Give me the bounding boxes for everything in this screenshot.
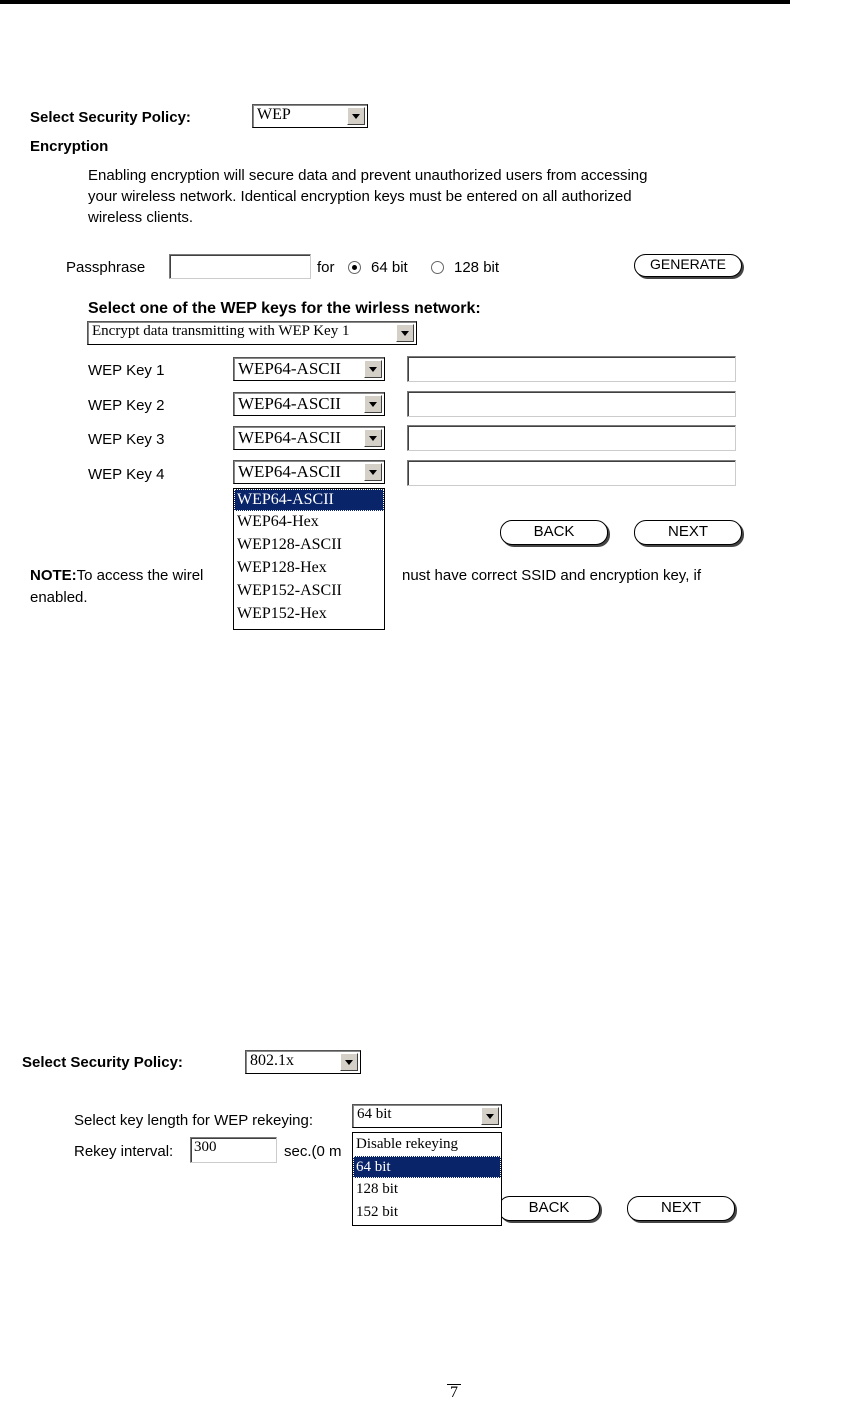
passphrase-input[interactable] xyxy=(169,254,311,279)
page-number: 7 xyxy=(447,1384,461,1401)
dropdown-option[interactable]: WEP64-ASCII xyxy=(234,489,384,511)
security-policy-select[interactable] xyxy=(252,104,368,128)
default-key-value: Encrypt data transmitting with WEP Key 1 xyxy=(92,323,350,339)
key-length-select[interactable] xyxy=(352,1104,502,1128)
rekey-interval-suffix: sec.(0 m xyxy=(284,1143,342,1160)
rekey-interval-label: Rekey interval: xyxy=(74,1143,174,1160)
key-length-value: 64 bit xyxy=(357,1106,392,1122)
back-button-2[interactable]: BACK xyxy=(498,1196,600,1221)
dropdown-option[interactable]: 152 bit xyxy=(356,1204,399,1220)
wep-key-3-type-select[interactable]: WEP64-ASCII xyxy=(233,426,385,450)
generate-button[interactable]: GENERATE xyxy=(634,254,742,277)
passphrase-label: Passphrase xyxy=(66,259,146,276)
security-policy-label: Select Security Policy: xyxy=(30,109,191,126)
note-text-line1: NOTE:To access the wirel xyxy=(30,567,204,584)
next-button-2[interactable]: NEXT xyxy=(627,1196,735,1221)
radio-64-bit-label: 64 bit xyxy=(371,259,408,276)
dropdown-option[interactable]: 128 bit xyxy=(356,1181,399,1197)
select-key-heading: Select one of the WEP keys for the wirless network: xyxy=(88,300,481,317)
wep-key-1-input[interactable] xyxy=(407,356,736,382)
chevron-down-icon[interactable] xyxy=(340,1053,358,1071)
radio-64-bit[interactable] xyxy=(348,261,361,274)
wep-key-2-type-select[interactable]: WEP64-ASCII xyxy=(233,392,385,416)
wep-key-1-type-select[interactable]: WEP64-ASCII xyxy=(233,357,385,381)
note-label: NOTE: xyxy=(30,567,77,584)
wep-key-3-label: WEP Key 3 xyxy=(88,431,165,448)
chevron-down-icon[interactable] xyxy=(347,107,365,125)
wep-key-2-input[interactable] xyxy=(407,391,736,417)
key-length-label: Select key length for WEP rekeying: xyxy=(74,1112,314,1129)
encryption-description: Enabling encryption will secure data and prevent unauthorized users from accessing your wireless network. Identical encryption keys must be entered on all authorized wireless clients. xyxy=(88,167,648,226)
dropdown-option[interactable]: WEP152-ASCII xyxy=(237,582,342,599)
chevron-down-icon[interactable] xyxy=(364,395,382,413)
wep-key-4-type-select[interactable]: WEP64-ASCII xyxy=(233,460,385,484)
security-policy-label-2: Select Security Policy: xyxy=(22,1054,183,1071)
wep-key-2-label: WEP Key 2 xyxy=(88,397,165,414)
radio-128-bit-label: 128 bit xyxy=(454,259,500,276)
wep-type-dropdown-list[interactable] xyxy=(233,488,385,630)
chevron-down-icon[interactable] xyxy=(364,463,382,481)
top-rule xyxy=(0,0,790,4)
dropdown-option[interactable]: WEP152-Hex xyxy=(237,605,327,622)
chevron-down-icon[interactable] xyxy=(364,429,382,447)
dropdown-option[interactable]: Disable rekeying xyxy=(356,1136,459,1152)
dropdown-option[interactable]: WEP128-ASCII xyxy=(237,536,342,553)
chevron-down-icon[interactable] xyxy=(364,360,382,378)
dropdown-option[interactable]: WEP64-Hex xyxy=(237,513,319,530)
wep-key-4-label: WEP Key 4 xyxy=(88,466,165,483)
next-button[interactable]: NEXT xyxy=(634,520,742,545)
encryption-heading: Encryption xyxy=(30,138,109,155)
wep-key-3-input[interactable] xyxy=(407,425,736,451)
key-length-dropdown-list[interactable] xyxy=(352,1132,502,1226)
rekey-interval-input[interactable]: 300 xyxy=(190,1137,277,1163)
radio-128-bit[interactable] xyxy=(431,261,444,274)
wep-key-4-input[interactable] xyxy=(407,460,736,486)
wep-key-1-label: WEP Key 1 xyxy=(88,362,165,379)
note-text-line2: enabled. xyxy=(30,589,88,606)
dropdown-option[interactable]: 64 bit xyxy=(353,1156,501,1178)
security-policy-select-2[interactable] xyxy=(245,1050,361,1074)
default-key-select[interactable] xyxy=(87,321,417,345)
chevron-down-icon[interactable] xyxy=(481,1107,499,1125)
note-text-line1-rest: nust have correct SSID and encryption key, if xyxy=(402,567,702,584)
back-button[interactable]: BACK xyxy=(500,520,608,545)
chevron-down-icon[interactable] xyxy=(396,324,414,342)
dropdown-option[interactable]: WEP128-Hex xyxy=(237,559,327,576)
security-policy-value: WEP xyxy=(257,106,291,123)
for-label: for xyxy=(317,259,335,276)
security-policy-value-2: 802.1x xyxy=(250,1052,294,1069)
